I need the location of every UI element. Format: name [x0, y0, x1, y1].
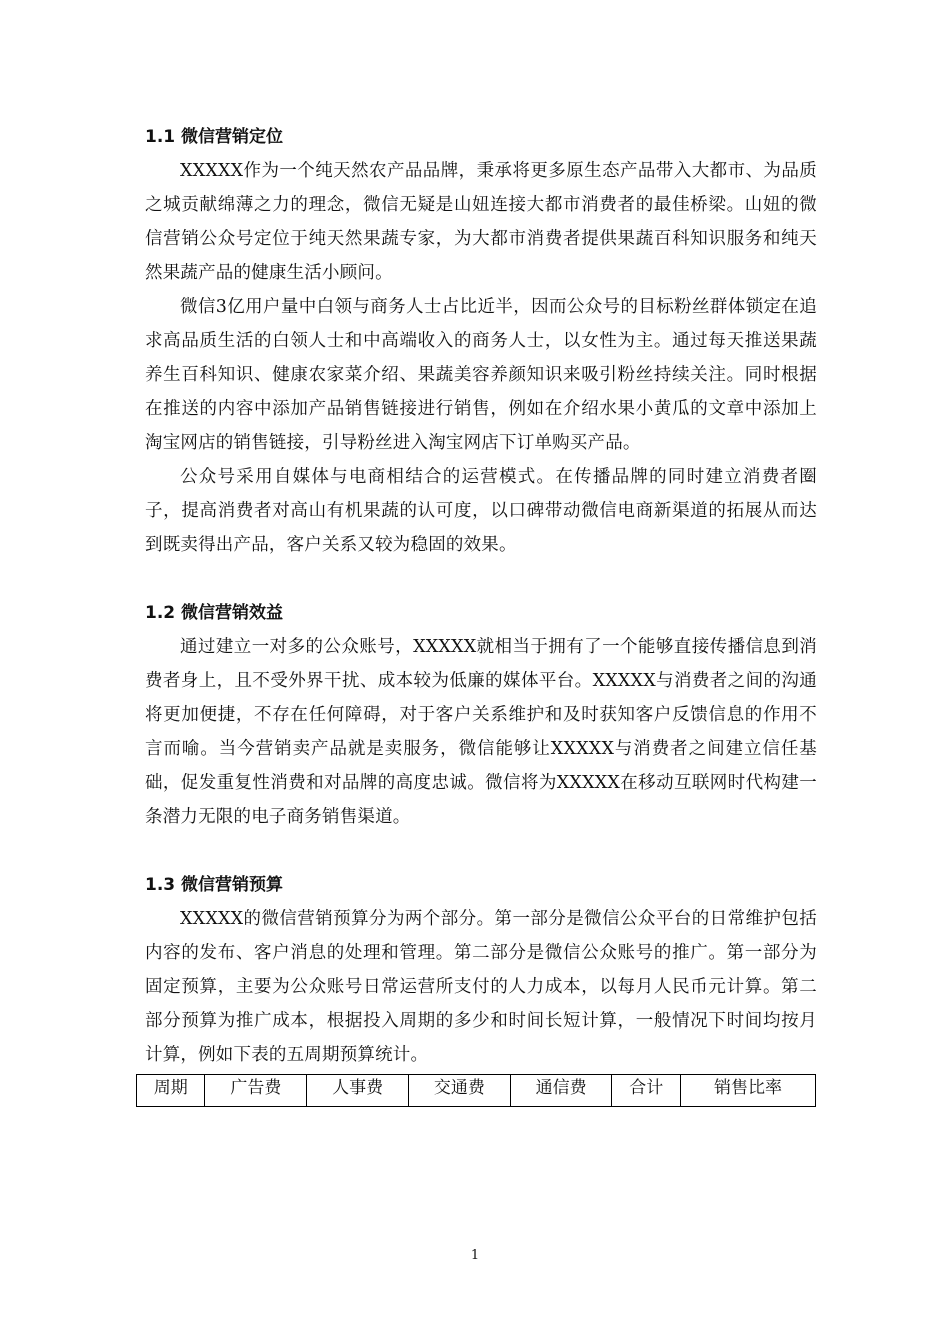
section-heading-positioning: 1.1 微信营销定位 [145, 127, 284, 147]
table-header-cell: 周期 [137, 1075, 205, 1107]
table-header-row [137, 1075, 816, 1107]
paragraph: 通过建立一对多的公众账号，XXXXX就相当于拥有了一个能够直接传播信息到消费者身上，且不受外界干扰、成本较为低廉的媒体平台。XXXXX与消费者之间的沟通将更加便捷，不存在任何障碍，对于客户关系维护和及时获知客户反馈信息的作用不言而喻。当今营销卖产品就是卖服务，微信能够让XXXXX与消费者之间建立信任基础，促发重复性消费和对品牌的高度忠诚。微信将为XXXXX在移动互联网时代构建一条潜力无限的电子商务销售渠道。 [145, 637, 817, 827]
table-header-cell: 广告费 [205, 1075, 307, 1107]
paragraph: XXXXX的微信营销预算分为两个部分。第一部分是微信公众平台的日常维护包括内容的发布、客户消息的处理和管理。第二部分是微信公众账号的推广。第一部分为固定预算，主要为公众账号日常运营所支付的人力成本，以每月人民币元计算。第二部分预算为推广成本，根据投入周期的多少和时间长短计算，一般情况下时间均按月计算，例如下表的五周期预算统计。 [145, 909, 817, 1065]
paragraph: 微信3亿用户量中白领与商务人士占比近半，因而公众号的目标粉丝群体锁定在追求高品质生活的白领人士和中高端收入的商务人士，以女性为主。通过每天推送果蔬养生百科知识、健康农家菜介绍、果蔬美容养颜知识来吸引粉丝持续关注。同时根据在推送的内容中添加产品销售链接进行销售，例如在介绍水果小黄瓜的文章中添加上淘宝网店的销售链接，引导粉丝进入淘宝网店下订单购买产品。 [145, 297, 817, 453]
table-header-cell: 通信费 [510, 1075, 612, 1107]
section-heading-benefits: 1.2 微信营销效益 [145, 603, 284, 623]
page-content [145, 120, 817, 1107]
paragraph: XXXXX作为一个纯天然农产品品牌，秉承将更多原生态产品带入大都市、为品质之城贡献绵薄之力的理念，微信无疑是山妞连接大都市消费者的最佳桥梁。山妞的微信营销公众号定位于纯天然果蔬专家，为大都市消费者提供果蔬百科知识服务和纯天然果蔬产品的健康生活小顾问。 [145, 161, 817, 283]
budget-table [136, 1074, 816, 1107]
table-header-cell: 人事费 [307, 1075, 409, 1107]
section-heading-budget: 1.3 微信营销预算 [145, 875, 284, 895]
section-gap [145, 562, 817, 596]
table-header-cell: 交通费 [408, 1075, 510, 1107]
page-number: 1 [470, 1248, 480, 1263]
table-header-cell: 合计 [612, 1075, 680, 1107]
paragraph: 公众号采用自媒体与电商相结合的运营模式。在传播品牌的同时建立消费者圈子，提高消费者对高山有机果蔬的认可度，以口碑带动微信电商新渠道的拓展从而达到既卖得出产品，客户关系又较为稳固的效果。 [145, 467, 817, 555]
section-gap [145, 834, 817, 868]
table-header-cell: 销售比率 [680, 1075, 815, 1107]
